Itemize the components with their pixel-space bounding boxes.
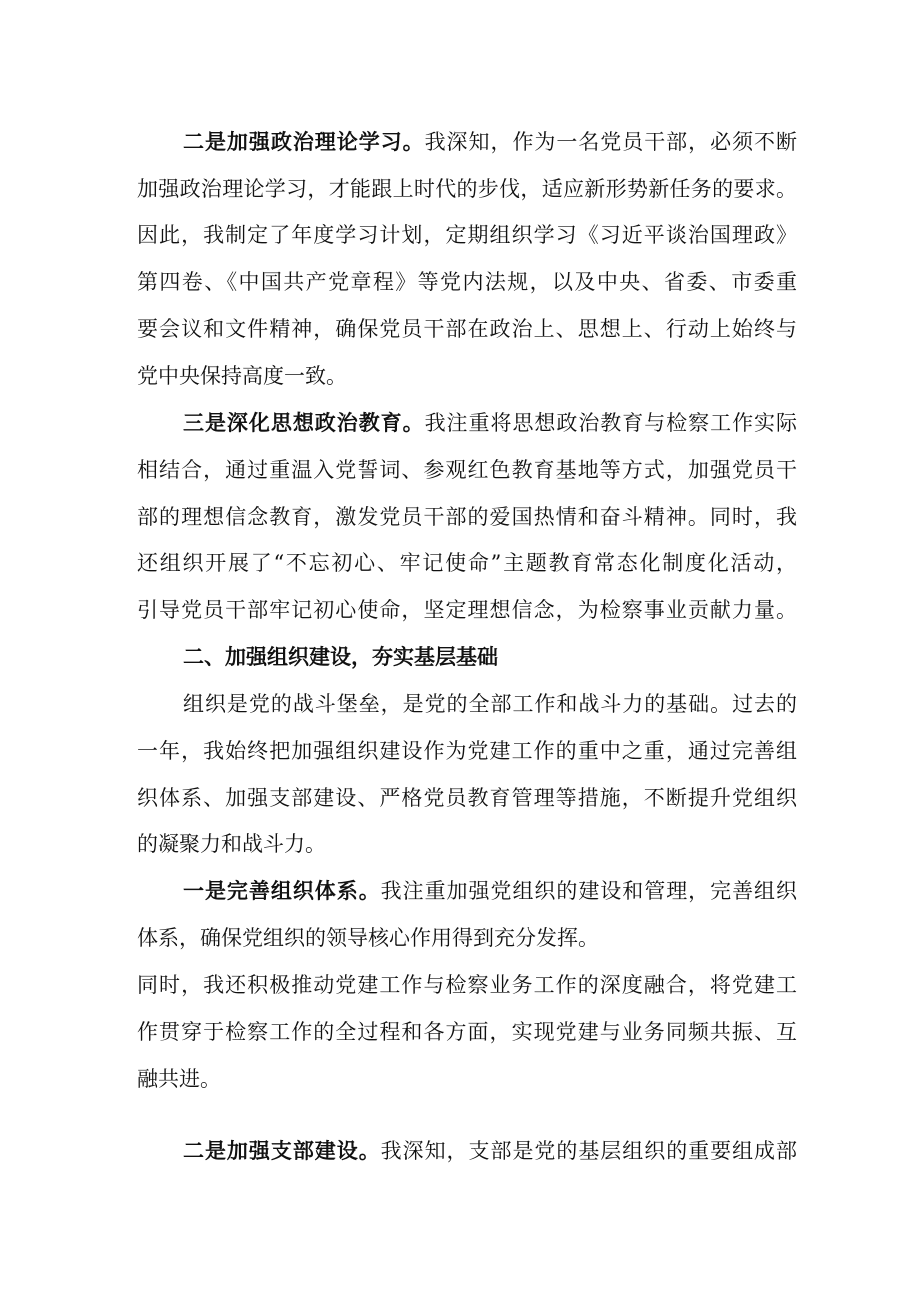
paragraph-line: 部的理想信念教育，激发党员干部的爱国热情和奋斗精神。同时，我 [137, 505, 797, 529]
paragraph-line [183, 1134, 797, 1168]
paragraph-line: 织体系、加强支部建设、严格党员教育管理等措施，不断提升党组织 [137, 786, 797, 810]
paragraph-text: 我深知，作为一名党员干部，必须不断 [424, 130, 797, 154]
paragraph-lead: 二是加强政治理论学习。 [183, 129, 425, 154]
paragraph-line [183, 406, 797, 440]
paragraph-line: 要会议和文件精神，确保党员干部在政治上、思想上、行动上始终与 [137, 317, 797, 341]
paragraph-line: 融共进。 [137, 1067, 221, 1091]
paragraph-line: 因此，我制定了年度学习计划，定期组织学习《习近平谈治国理政》 [137, 223, 797, 247]
paragraph-line: 第四卷、《中国共产党章程》等党内法规，以及中央、省委、市委重 [137, 270, 797, 294]
paragraph-line [183, 125, 797, 159]
paragraph-text: 我深知，支部是党的基层组织的重要组成部 [380, 1139, 797, 1163]
paragraph-line: 一年，我始终把加强组织建设作为党建工作的重中之重，通过完善组 [137, 739, 797, 763]
paragraph-line [183, 874, 797, 908]
paragraph-line: 加强政治理论学习，才能跟上时代的步伐，适应新形势新任务的要求。 [137, 177, 797, 201]
paragraph-line: 还组织开展了“不忘初心、牢记使命”主题教育常态化制度化活动， [137, 551, 797, 575]
paragraph-line: 体系，确保党组织的领导核心作用得到充分发挥。 [137, 926, 599, 950]
paragraph-lead: 三是深化思想政治教育。 [183, 410, 425, 435]
paragraph-lead: 二是加强支部建设。 [183, 1138, 381, 1163]
paragraph-line: 的凝聚力和战斗力。 [137, 832, 326, 856]
paragraph-line: 引导党员干部牢记初心使命，坚定理想信念，为检察事业贡献力量。 [137, 598, 797, 622]
paragraph-line: 相结合，通过重温入党誓词、参观红色教育基地等方式，加强党员干 [137, 458, 797, 482]
paragraph-line: 党中央保持高度一致。 [137, 364, 347, 388]
paragraph-text: 我注重将思想政治教育与检察工作实际 [424, 411, 797, 435]
paragraph-line: 作贯穿于检察工作的全过程和各方面，实现党建与业务同频共振、互 [137, 1020, 797, 1044]
paragraph-text: 我注重加强党组织的建设和管理，完善组织 [380, 879, 797, 903]
paragraph-line: 同时，我还积极推动党建工作与检察业务工作的深度融合，将党建工 [137, 973, 797, 997]
paragraph-line: 组织是党的战斗堡垒，是党的全部工作和战斗力的基础。过去的 [183, 692, 797, 716]
paragraph-lead: 一是完善组织体系。 [183, 878, 381, 903]
section-heading: 二、加强组织建设，夯实基层基础 [183, 645, 498, 669]
